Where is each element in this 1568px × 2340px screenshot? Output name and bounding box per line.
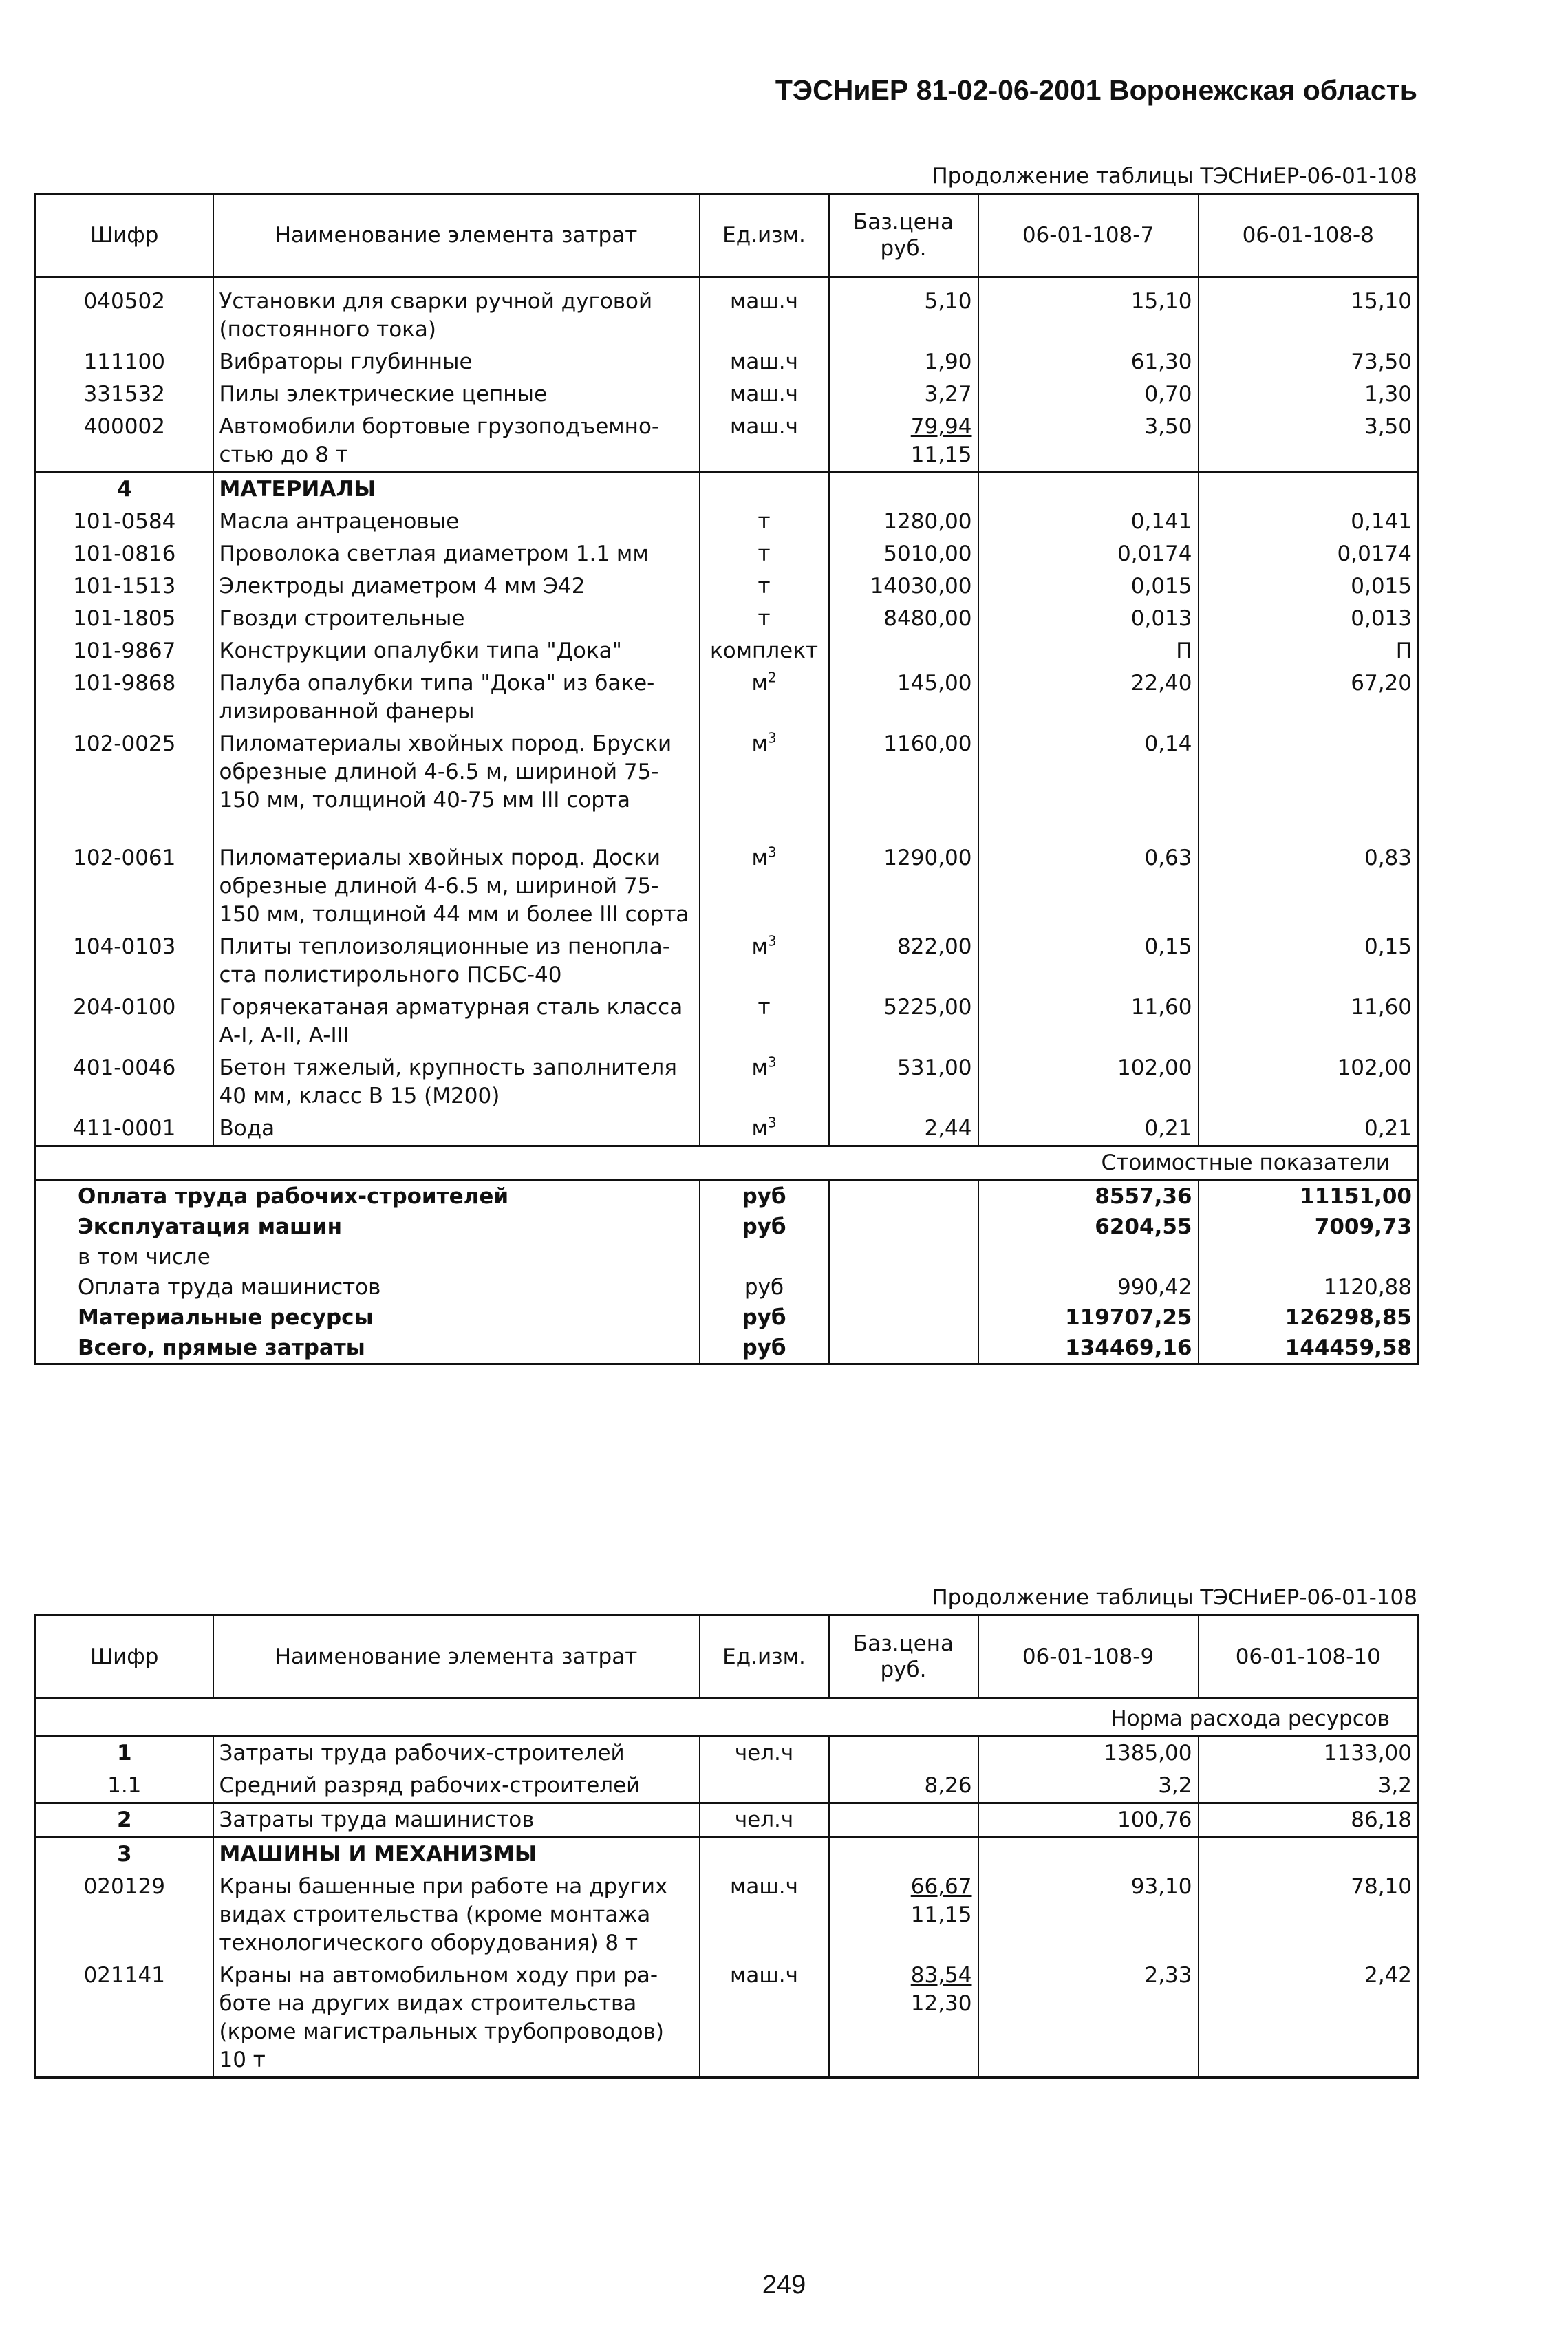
norm-value-2: П xyxy=(1199,635,1419,667)
base-price-value: 8480,00 xyxy=(883,606,972,631)
norm-value-1: 0,15 xyxy=(978,931,1199,991)
resource-name: Плиты теплоизоляционные из пенопла-ста полистирольного ПСБС-40 xyxy=(213,931,700,991)
unit-text: маш.ч xyxy=(730,414,798,439)
unit-text: маш.ч xyxy=(730,1963,798,1988)
resource-unit xyxy=(700,1871,829,1960)
unit-text: т xyxy=(758,574,771,599)
col-norm2-header: 06-01-108-8 xyxy=(1199,194,1419,277)
norm-value-2: 0,21 xyxy=(1199,1113,1419,1146)
norm-value-2: 3,2 xyxy=(1199,1770,1419,1803)
norm-value-2: 1133,00 xyxy=(1199,1737,1419,1770)
base-price-value: 145,00 xyxy=(897,671,972,696)
unit-text: чел.ч xyxy=(734,1741,794,1765)
table-row xyxy=(36,1871,1419,1960)
norm-value-2: 15,10 xyxy=(1199,277,1419,347)
resource-name: Краны на автомобильном ходу при ра-боте на других видах строительства (кроме магистральных трубопроводов) 10 т xyxy=(213,1960,700,2078)
table-row xyxy=(36,378,1419,411)
resource-unit xyxy=(700,991,829,1052)
empty-cell xyxy=(829,1181,978,1212)
resource-unit xyxy=(700,667,829,728)
resource-code: 101-0816 xyxy=(36,538,213,570)
unit-text: м xyxy=(751,1116,768,1141)
cost-row xyxy=(36,1212,1419,1242)
empty-cell xyxy=(700,473,829,506)
resource-unit xyxy=(700,1960,829,2078)
section-row xyxy=(36,473,1419,506)
resource-code: 1 xyxy=(36,1737,213,1770)
norm-value-1: 0,0174 xyxy=(978,538,1199,570)
norm-value-1: 3,50 xyxy=(978,411,1199,473)
cost-header-row xyxy=(36,1146,1419,1181)
table-row xyxy=(36,1052,1419,1113)
norm-value-1: П xyxy=(978,635,1199,667)
norm-value-1: 93,10 xyxy=(978,1871,1199,1960)
section-title: МАШИНЫ И МЕХАНИЗМЫ xyxy=(213,1838,700,1871)
norm-value-2: 0,0174 xyxy=(1199,538,1419,570)
empty-cell xyxy=(1199,473,1419,506)
resource-unit xyxy=(700,1737,829,1770)
col-code-header: Шифр xyxy=(36,1616,213,1699)
norm-value-2: 0,015 xyxy=(1199,570,1419,603)
resource-unit xyxy=(700,1770,829,1803)
empty-cell xyxy=(829,1272,978,1302)
base-price-value: 1280,00 xyxy=(883,509,972,534)
cost-label: в том числе xyxy=(36,1242,700,1272)
norm-value-1: 1385,00 xyxy=(978,1737,1199,1770)
cost-label: Оплата труда машинистов xyxy=(36,1272,700,1302)
resource-code: 111100 xyxy=(36,346,213,378)
norm-value-2: 67,20 xyxy=(1199,667,1419,728)
table-row xyxy=(36,603,1419,635)
base-price xyxy=(829,931,978,991)
norm-value-1: 3,2 xyxy=(978,1770,1199,1803)
norm-value-1: 0,14 xyxy=(978,728,1199,842)
resource-name: Бетон тяжелый, крупность заполнителя 40 мм, класс В 15 (М200) xyxy=(213,1052,700,1113)
base-price xyxy=(829,570,978,603)
unit-text: м xyxy=(751,1055,768,1080)
base-price xyxy=(829,506,978,538)
cost-value-2: 144459,58 xyxy=(1199,1333,1419,1364)
resource-code: 101-0584 xyxy=(36,506,213,538)
resource-unit xyxy=(700,346,829,378)
resource-unit xyxy=(700,1113,829,1146)
norm-value-1: 0,63 xyxy=(978,842,1199,931)
cost-unit xyxy=(700,1242,829,1272)
norm-value-1: 11,60 xyxy=(978,991,1199,1052)
empty-cell xyxy=(829,1242,978,1272)
unit-text: т xyxy=(758,509,771,534)
table1-continuation-label: Продолжение таблицы ТЭСНиЕР-06-01-108 xyxy=(932,164,1417,189)
base-price-value: 79,94 xyxy=(910,414,972,439)
unit-exponent: 3 xyxy=(767,844,777,861)
resource-code: 2 xyxy=(36,1803,213,1838)
table-row xyxy=(36,411,1419,473)
base-price xyxy=(829,346,978,378)
unit-exponent: 2 xyxy=(767,669,777,686)
resource-code: 411-0001 xyxy=(36,1113,213,1146)
norm-value-1: 0,21 xyxy=(978,1113,1199,1146)
unit-text: м xyxy=(751,731,768,756)
unit-text: м xyxy=(751,934,768,959)
resource-unit xyxy=(700,603,829,635)
resource-code: 021141 xyxy=(36,1960,213,2078)
table-row xyxy=(36,346,1419,378)
resource-name: Средний разряд рабочих-строителей xyxy=(213,1770,700,1803)
resource-table-2 xyxy=(34,1614,1419,2079)
empty-cell xyxy=(829,1333,978,1364)
section-number: 3 xyxy=(36,1838,213,1871)
resource-name: Вибраторы глубинные xyxy=(213,346,700,378)
col-norm1-header: 06-01-108-7 xyxy=(978,194,1199,277)
resource-code: 104-0103 xyxy=(36,931,213,991)
norm-value-1: 0,013 xyxy=(978,603,1199,635)
resource-name: Горячекатаная арматурная сталь класса A-I, A-II, A-III xyxy=(213,991,700,1052)
table1-header-row xyxy=(36,194,1419,277)
cost-value-1: 8557,36 xyxy=(978,1181,1199,1212)
base-price xyxy=(829,1737,978,1770)
norm-value-2: 11,60 xyxy=(1199,991,1419,1052)
page-number: 249 xyxy=(762,2271,806,2299)
base-price xyxy=(829,667,978,728)
table-row xyxy=(36,1113,1419,1146)
base-price-value: 531,00 xyxy=(897,1055,972,1080)
unit-text: чел.ч xyxy=(734,1807,794,1832)
resource-code: 331532 xyxy=(36,378,213,411)
norm-value-1: 0,141 xyxy=(978,506,1199,538)
resource-code: 204-0100 xyxy=(36,991,213,1052)
base-price xyxy=(829,1803,978,1838)
norm-value-2: 0,83 xyxy=(1199,842,1419,931)
norm-value-2: 73,50 xyxy=(1199,346,1419,378)
resource-code: 101-1805 xyxy=(36,603,213,635)
table-row xyxy=(36,635,1419,667)
section-number: 4 xyxy=(36,473,213,506)
norm-value-1: 61,30 xyxy=(978,346,1199,378)
table-row xyxy=(36,1960,1419,2078)
col-norm1-header: 06-01-108-9 xyxy=(978,1616,1199,1699)
resource-code: 102-0025 xyxy=(36,728,213,842)
norm-value-2: 0,141 xyxy=(1199,506,1419,538)
resource-name: Гвозди строительные xyxy=(213,603,700,635)
resource-name: Краны башенные при работе на других видах строительства (кроме монтажа технологического оборудования) 8 т xyxy=(213,1871,700,1960)
resource-name: Пилы электрические цепные xyxy=(213,378,700,411)
resource-unit xyxy=(700,277,829,347)
resource-unit xyxy=(700,635,829,667)
empty-cell xyxy=(978,473,1199,506)
resource-unit xyxy=(700,506,829,538)
cost-value-1: 990,42 xyxy=(978,1272,1199,1302)
table-row xyxy=(36,538,1419,570)
norm-value-2: 86,18 xyxy=(1199,1803,1419,1838)
cost-unit: руб xyxy=(700,1333,829,1364)
table-row xyxy=(36,1737,1419,1770)
resource-unit xyxy=(700,538,829,570)
resource-name: Масла антраценовые xyxy=(213,506,700,538)
unit-text: т xyxy=(758,541,771,566)
cost-label: Эксплуатация машин xyxy=(36,1212,700,1242)
norm-value-1: 22,40 xyxy=(978,667,1199,728)
norm-value-2 xyxy=(1199,728,1419,842)
base-price-value: 822,00 xyxy=(897,934,972,959)
resource-unit xyxy=(700,570,829,603)
norm-value-1: 0,70 xyxy=(978,378,1199,411)
table-row xyxy=(36,570,1419,603)
col-norm2-header: 06-01-108-10 xyxy=(1199,1616,1419,1699)
unit-text: маш.ч xyxy=(730,382,798,407)
cost-unit: руб xyxy=(700,1272,829,1302)
cost-value-2: 7009,73 xyxy=(1199,1212,1419,1242)
cost-value-2: 126298,85 xyxy=(1199,1302,1419,1333)
base-price xyxy=(829,1052,978,1113)
norm-value-2: 0,15 xyxy=(1199,931,1419,991)
col-price-header: Баз.цена руб. xyxy=(829,194,978,277)
empty-cell xyxy=(978,1838,1199,1871)
col-price-header: Баз.цена руб. xyxy=(829,1616,978,1699)
resource-unit xyxy=(700,1052,829,1113)
section-row xyxy=(36,1838,1419,1871)
base-price-value: 2,44 xyxy=(924,1116,972,1141)
table-row xyxy=(36,667,1419,728)
cost-row xyxy=(36,1242,1419,1272)
base-price-value: 8,26 xyxy=(924,1773,972,1798)
unit-exponent: 3 xyxy=(767,1114,777,1131)
col-unit-header: Ед.изм. xyxy=(700,194,829,277)
empty-cell xyxy=(829,1212,978,1242)
operator-wage-value: 12,30 xyxy=(910,1991,972,2016)
norm-value-2: 1,30 xyxy=(1199,378,1419,411)
base-price-value: 5225,00 xyxy=(883,995,972,1020)
base-price xyxy=(829,603,978,635)
unit-text: т xyxy=(758,606,771,631)
base-price-value: 5,10 xyxy=(924,289,972,314)
table-row xyxy=(36,1770,1419,1803)
base-price-value: 1160,00 xyxy=(883,731,972,756)
cost-row xyxy=(36,1302,1419,1333)
base-price xyxy=(829,728,978,842)
cost-value-1: 134469,16 xyxy=(978,1333,1199,1364)
cost-row xyxy=(36,1333,1419,1364)
cost-label: Оплата труда рабочих-строителей xyxy=(36,1181,700,1212)
resource-unit xyxy=(700,378,829,411)
norm-value-2: 2,42 xyxy=(1199,1960,1419,2078)
unit-text: маш.ч xyxy=(730,1874,798,1899)
norm-header-row xyxy=(36,1699,1419,1737)
table-row xyxy=(36,728,1419,842)
cost-unit: руб xyxy=(700,1181,829,1212)
cost-section-title: Стоимостные показатели xyxy=(36,1146,1419,1181)
norm-value-2: 102,00 xyxy=(1199,1052,1419,1113)
unit-exponent: 3 xyxy=(767,1053,777,1071)
table-row xyxy=(36,506,1419,538)
cost-value-2: 1120,88 xyxy=(1199,1272,1419,1302)
table-row xyxy=(36,842,1419,931)
resource-code: 040502 xyxy=(36,277,213,347)
cost-unit: руб xyxy=(700,1302,829,1333)
base-price-value: 1290,00 xyxy=(883,846,972,870)
resource-unit xyxy=(700,411,829,473)
resource-name: Затраты труда машинистов xyxy=(213,1803,700,1838)
cost-value-2: 11151,00 xyxy=(1199,1181,1419,1212)
resource-code: 101-9868 xyxy=(36,667,213,728)
table-row xyxy=(36,991,1419,1052)
resource-name: Пиломатериалы хвойных пород. Бруски обрезные длиной 4-6.5 м, шириной 75-150 мм, толщиной 40-75 мм III сорта xyxy=(213,728,700,842)
norm-value-2: 3,50 xyxy=(1199,411,1419,473)
resource-unit xyxy=(700,728,829,842)
base-price-value: 66,67 xyxy=(910,1874,972,1899)
resource-name: Вода xyxy=(213,1113,700,1146)
unit-text: м xyxy=(751,671,768,696)
resource-name: Конструкции опалубки типа "Дока" xyxy=(213,635,700,667)
resource-name: Затраты труда рабочих-строителей xyxy=(213,1737,700,1770)
table-row xyxy=(36,1803,1419,1838)
cost-label: Материальные ресурсы xyxy=(36,1302,700,1333)
cost-label: Всего, прямые затраты xyxy=(36,1333,700,1364)
base-price-value: 1,90 xyxy=(924,350,972,374)
base-price xyxy=(829,1871,978,1960)
empty-cell xyxy=(829,1302,978,1333)
unit-text: м xyxy=(751,846,768,870)
resource-code: 401-0046 xyxy=(36,1052,213,1113)
unit-text: комплект xyxy=(709,638,818,663)
base-price-value: 5010,00 xyxy=(883,541,972,566)
cost-value-1: 6204,55 xyxy=(978,1212,1199,1242)
cost-value-1 xyxy=(978,1242,1199,1272)
section-title: МАТЕРИАЛЫ xyxy=(213,473,700,506)
operator-wage-value: 11,15 xyxy=(910,442,972,467)
base-price xyxy=(829,991,978,1052)
norm-value-1: 2,33 xyxy=(978,1960,1199,2078)
base-price-value: 14030,00 xyxy=(870,574,972,599)
resource-code: 102-0061 xyxy=(36,842,213,931)
table2-header-row xyxy=(36,1616,1419,1699)
norm-value-2: 78,10 xyxy=(1199,1871,1419,1960)
base-price xyxy=(829,411,978,473)
resource-name: Пиломатериалы хвойных пород. Доски обрезные длиной 4-6.5 м, шириной 75-150 мм, толщиной 44 мм и более III сорта xyxy=(213,842,700,931)
col-name-header: Наименование элемента затрат xyxy=(213,194,700,277)
table2-continuation-label: Продолжение таблицы ТЭСНиЕР-06-01-108 xyxy=(932,1585,1417,1610)
cost-row xyxy=(36,1181,1419,1212)
base-price-value: 83,54 xyxy=(910,1963,972,1988)
empty-cell xyxy=(700,1838,829,1871)
resource-table-1 xyxy=(34,193,1419,1365)
col-code-header: Шифр xyxy=(36,194,213,277)
norm-value-1: 15,10 xyxy=(978,277,1199,347)
resource-name: Палуба опалубки типа "Дока" из баке-лизированной фанеры xyxy=(213,667,700,728)
resource-code: 020129 xyxy=(36,1871,213,1960)
base-price xyxy=(829,538,978,570)
norm-value-1: 0,015 xyxy=(978,570,1199,603)
resource-code: 101-9867 xyxy=(36,635,213,667)
unit-exponent: 3 xyxy=(767,932,777,949)
cost-value-2 xyxy=(1199,1242,1419,1272)
base-price xyxy=(829,277,978,347)
resource-code: 101-1513 xyxy=(36,570,213,603)
norm-value-2: 0,013 xyxy=(1199,603,1419,635)
empty-cell xyxy=(829,1838,978,1871)
resource-unit xyxy=(700,1803,829,1838)
resource-name: Проволока светлая диаметром 1.1 мм xyxy=(213,538,700,570)
base-price xyxy=(829,842,978,931)
unit-exponent: 3 xyxy=(767,729,777,747)
base-price xyxy=(829,378,978,411)
col-unit-header: Ед.изм. xyxy=(700,1616,829,1699)
base-price xyxy=(829,1113,978,1146)
unit-text: маш.ч xyxy=(730,289,798,314)
resource-code: 1.1 xyxy=(36,1770,213,1803)
cost-value-1: 119707,25 xyxy=(978,1302,1199,1333)
unit-text: маш.ч xyxy=(730,350,798,374)
resource-name: Установки для сварки ручной дуговой (постоянного тока) xyxy=(213,277,700,347)
resource-name: Автомобили бортовые грузоподъемно-стью до 8 т xyxy=(213,411,700,473)
resource-unit xyxy=(700,842,829,931)
table-row xyxy=(36,277,1419,347)
empty-cell xyxy=(829,473,978,506)
norm-value-1: 102,00 xyxy=(978,1052,1199,1113)
base-price xyxy=(829,635,978,667)
base-price-value: 3,27 xyxy=(924,382,972,407)
empty-cell xyxy=(1199,1838,1419,1871)
cost-unit: руб xyxy=(700,1212,829,1242)
unit-text: т xyxy=(758,995,771,1020)
document-header-title: ТЭСНиЕР 81-02-06-2001 Воронежская область xyxy=(775,74,1417,106)
operator-wage-value: 11,15 xyxy=(910,1902,972,1927)
norm-section-title: Норма расхода ресурсов xyxy=(36,1699,1419,1737)
base-price xyxy=(829,1770,978,1803)
resource-code: 400002 xyxy=(36,411,213,473)
norm-value-1: 100,76 xyxy=(978,1803,1199,1838)
cost-row xyxy=(36,1272,1419,1302)
table-row xyxy=(36,931,1419,991)
resource-unit xyxy=(700,931,829,991)
resource-name: Электроды диаметром 4 мм Э42 xyxy=(213,570,700,603)
base-price xyxy=(829,1960,978,2078)
col-name-header: Наименование элемента затрат xyxy=(213,1616,700,1699)
